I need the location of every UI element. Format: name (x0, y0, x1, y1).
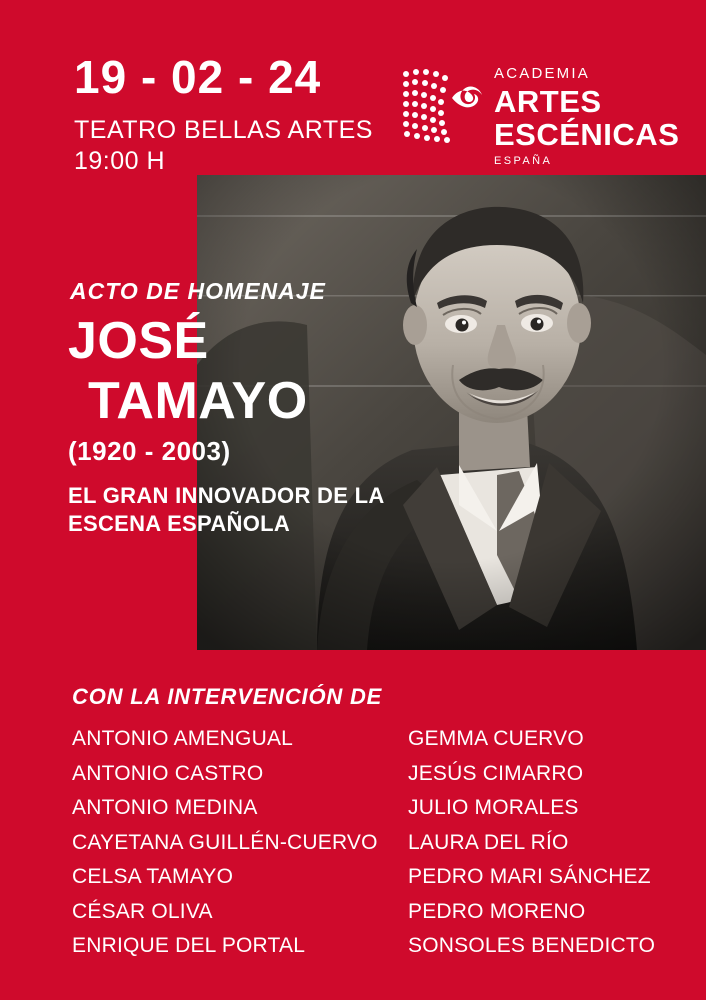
participant-name: PEDRO MORENO (408, 899, 586, 923)
participant-name: GEMMA CUERVO (408, 727, 584, 750)
logo-espana-label: ESPAÑA (494, 154, 553, 167)
participant-name: JESÚS CIMARRO (408, 761, 584, 785)
tribute-name-line2: TAMAYO (88, 372, 308, 430)
academia-logo (398, 56, 680, 167)
event-venue: TEATRO BELLAS ARTES (74, 116, 373, 144)
participant-name: ENRIQUE DEL PORTAL (72, 934, 306, 957)
participant-name: LAURA DEL RÍO (408, 830, 569, 854)
participant-name: CÉSAR OLIVA (72, 899, 213, 923)
tribute-name-line1: JOSÉ (68, 312, 209, 370)
event-time: 19:00 H (74, 147, 166, 175)
participant-name: CAYETANA GUILLÉN-CUERVO (72, 830, 378, 854)
participant-name: ANTONIO AMENGUAL (72, 727, 294, 750)
logo-escenicas-label: ESCÉNICAS (494, 117, 680, 153)
poster-header (0, 48, 706, 178)
participants-column-right (408, 728, 698, 970)
participant-name: CELSA TAMAYO (72, 865, 234, 888)
academia-logo-text (494, 65, 680, 167)
participant-name: ANTONIO MEDINA (72, 796, 258, 819)
participant-name: PEDRO MARI SÁNCHEZ (408, 865, 651, 888)
academia-logo-mark-icon (398, 64, 484, 150)
tribute-tagline: EL GRAN INNOVADOR DE LA ESCENA ESPAÑOLA (68, 483, 384, 537)
participant-name: ANTONIO CASTRO (72, 761, 264, 785)
participants-title: CON LA INTERVENCIÓN DE (72, 684, 383, 709)
tribute-years: (1920 - 2003) (68, 436, 231, 466)
event-date: 19 - 02 - 24 (74, 51, 322, 103)
logo-artes-label: ARTES (494, 84, 602, 119)
tribute-kicker: ACTO DE HOMENAJE (70, 278, 326, 304)
participant-name: JULIO MORALES (408, 796, 579, 819)
participant-name: SONSOLES BENEDICTO (408, 934, 656, 957)
logo-academia-label: ACADEMIA (494, 65, 590, 82)
participants-column-left (72, 728, 392, 970)
